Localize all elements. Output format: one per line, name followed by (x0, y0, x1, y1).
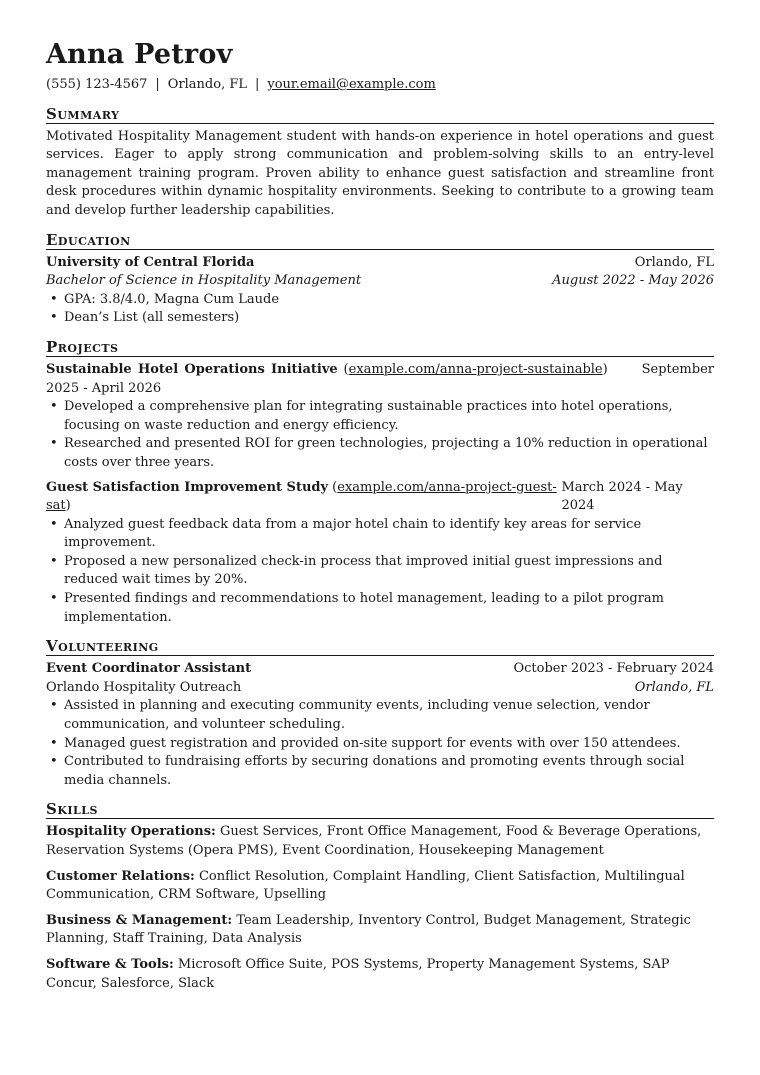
education-dates: August 2022 - May 2026 (552, 273, 714, 289)
list-item: • Assisted in planning and executing community events, including venue selection, vendor communication, and volunteer scheduling. (64, 697, 714, 734)
summary-text: Motivated Hospitality Management student with hands-on experience in hotel operations and guest services. Eager to apply strong communication and problem-solving skills to an entry-level management training program. Proven ability to enhance guest satisfaction and streamline front desk procedures within dynamic hospitality environments. Seeking to contribute to a growing team and develop further leadership capabilities. (46, 128, 714, 218)
project-bullets (46, 516, 714, 628)
education-bullets (46, 291, 714, 328)
contact-line (46, 76, 714, 95)
volunteer-role: Event Coordinator Assistant (46, 661, 252, 677)
school-name: University of Central Florida (46, 254, 255, 270)
section-title-projects: Projects (46, 338, 714, 357)
project-name: Guest Satisfaction Improvement Study (46, 479, 329, 495)
school-location: Orlando, FL (634, 254, 714, 270)
skill-label: Business & Management: (46, 912, 233, 928)
skill-label: Software & Tools: (46, 956, 174, 972)
skill-value: Guest Services, Front Office Management, Food & Beverage Operations, Reservation Systems (Opera PMS), Event Coordination, Housekeeping Management (46, 824, 702, 858)
list-item: • Presented findings and recommendations to hotel management, leading to a pilot program implementation. (64, 590, 714, 627)
volunteer-entry (46, 660, 714, 790)
candidate-name: Anna Petrov (46, 39, 233, 70)
list-item: • GPA: 3.8/4.0, Magna Cum Laude (64, 291, 714, 310)
education-entry (46, 254, 714, 328)
project-name: Sustainable Hotel Operations Initiative (46, 361, 338, 377)
volunteer-location: Orlando, FL (634, 679, 714, 695)
skill-row (46, 956, 714, 993)
phone-number: (555) 123-4567 (46, 77, 148, 92)
list-item: • Researched and presented ROI for green technologies, projecting a 10% reduction in operational costs over three years. (64, 435, 714, 472)
contact-separator: | (155, 77, 160, 92)
project-link[interactable]: example.com/anna-project-guest-sat (46, 479, 557, 514)
list-item: • Developed a comprehensive plan for integrating sustainable practices into hotel operations, focusing on waste reduction and energy efficiency. (64, 398, 714, 435)
project-dates: September 2025 - April 2026 (46, 361, 714, 396)
project-entry (46, 479, 714, 628)
list-item: • Dean’s List (all semesters) (64, 309, 714, 328)
section-title-summary: Summary (46, 105, 714, 124)
skill-value: Team Leadership, Inventory Control, Budget Management, Strategic Planning, Staff Training, Data Analysis (46, 912, 691, 947)
email-link[interactable]: your.email@example.com (267, 77, 436, 92)
list-item: • Analyzed guest feedback data from a major hotel chain to identify key areas for service improvement. (64, 516, 714, 553)
skill-row (46, 912, 714, 949)
section-title-education: Education (46, 231, 714, 250)
contact-separator: | (255, 77, 260, 92)
volunteer-dates: October 2023 - February 2024 (513, 661, 714, 677)
skill-value: Microsoft Office Suite, POS Systems, Property Management Systems, SAP Concur, Salesforce, Slack (46, 956, 670, 991)
project-bullets (46, 398, 714, 472)
location: Orlando, FL (167, 77, 247, 92)
project-header: Guest Satisfaction Improvement Study (example.com/anna-project-guest-sat) March 2024 - May 2024 (46, 479, 714, 516)
list-item: • Proposed a new personalized check-in process that improved initial guest impressions and reduced wait times by 20%. (64, 553, 714, 590)
project-dates: March 2024 - May 2024 (561, 479, 683, 514)
resume-page (46, 38, 714, 993)
list-item: • Managed guest registration and provided on-site support for events with over 150 attendees. (64, 735, 714, 754)
project-link[interactable]: example.com/anna-project-sustainable (348, 361, 603, 377)
volunteer-org: Orlando Hospitality Outreach (46, 679, 242, 695)
list-item: • Contributed to fundraising efforts by securing donations and promoting events through social media channels. (64, 753, 714, 790)
section-title-skills: Skills (46, 800, 714, 819)
project-header: Sustainable Hotel Operations Initiative (example.com/anna-project-sustainable) September 2025 - April 2026 (46, 361, 714, 396)
skill-row (46, 868, 714, 905)
skill-label: Customer Relations: (46, 868, 195, 884)
skill-label: Hospitality Operations: (46, 824, 216, 840)
degree: Bachelor of Science in Hospitality Management (46, 273, 362, 289)
volunteer-bullets (46, 697, 714, 790)
section-title-volunteering: Volunteering (46, 637, 714, 656)
skill-row (46, 823, 714, 860)
skill-value: Conflict Resolution, Complaint Handling, Client Satisfaction, Multilingual Communication, CRM Software, Upselling (46, 868, 685, 903)
project-entry (46, 361, 714, 473)
